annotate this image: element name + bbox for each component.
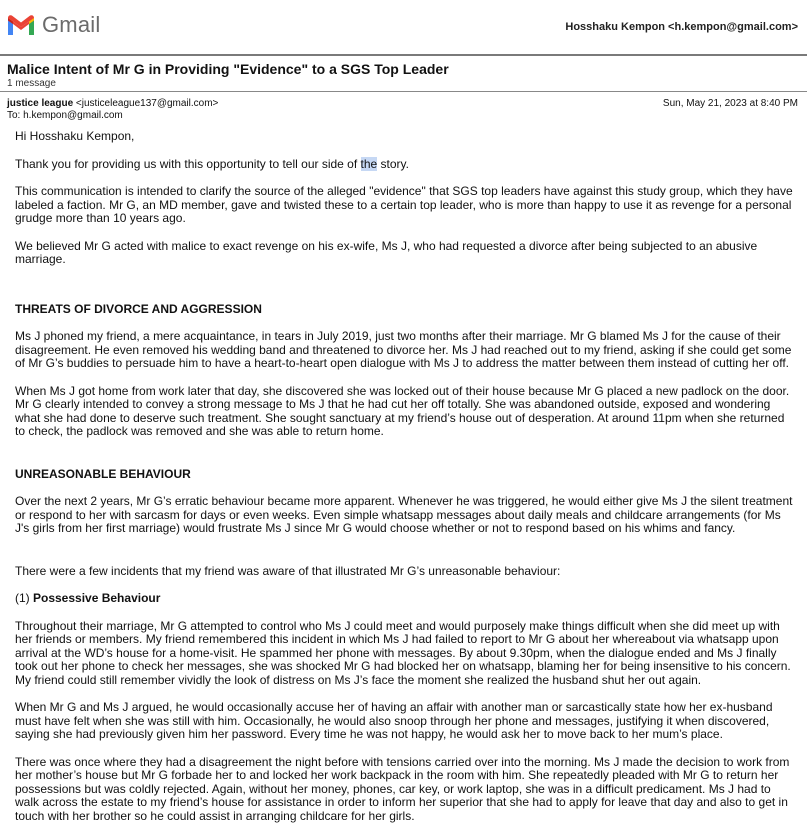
- paragraph: [15, 158, 795, 172]
- paragraph: This communication is intended to clarify the source of the alleged "evidence" that SGS top leaders have against this study group, which they have labeled a faction. Mr G, an MD member, gave and twisted these to a certain top leader, who is more than happy to use it as revenge for a personal grudge more than 10 years ago.: [15, 184, 793, 225]
- paragraph: Over the next 2 years, Mr G’s erratic behaviour became more apparent. Whenever he was triggered, he would either give Ms J the silent treatment or respond to her with sarcasm for days or even weeks. Even simple whatsapp messages about daily meals and childcare arrangements (for Ms J's girls from her first marriage) would frustrate Ms J since Mr G would choose whether or not to respond based on his whims and fancy.: [15, 494, 793, 535]
- paragraph: Ms J phoned my friend, a mere acquaintance, in tears in July 2019, just two months after their marriage. Mr G blamed Ms J for the cause of their disagreement. He even removed his wedding band and threatened to divorce her. Ms J had reached out to my friend, asking if she could get some of Mr G’s buddies to persuade him to have a heart-to-heart open dialogue with Ms J to address the matter between them instead of cutting her off.: [15, 329, 792, 370]
- item-title: Possessive Behaviour: [33, 591, 161, 605]
- sender-email[interactable]: <justiceleague137@gmail.com>: [75, 98, 219, 109]
- header-bar: [0, 0, 807, 54]
- message-count: 1 message: [7, 78, 56, 89]
- recipient-line: To: h.kempon@gmail.com: [7, 110, 123, 121]
- spacer: [15, 453, 795, 468]
- spacer: [15, 281, 795, 303]
- email-subject: Malice Intent of Mr G in Providing "Evidence" to a SGS Top Leader: [7, 61, 449, 77]
- subject-divider: [0, 91, 807, 92]
- paragraph: When Ms J got home from work later that day, she discovered she was locked out of their house because Mr G placed a new padlock on the door. Mr G clearly intended to convey a strong message to Ms J that he had cut her off totally. She was abandoned outside, exposed and wondering what she had done to deserve such treatment. She sought sanctuary at my friend’s house out of desperation. At around 11pm when she returned to check, the padlock was removed and she was able to return home.: [15, 383, 790, 438]
- spacer: [15, 550, 795, 565]
- sender-name: justice league: [7, 98, 74, 109]
- paragraph: There were a few incidents that my friend was aware of that illustrated Mr G’s unreasonable behaviour:: [15, 563, 561, 578]
- text-segment: story.: [377, 156, 409, 171]
- section-heading: UNREASONABLE BEHAVIOUR: [15, 466, 191, 481]
- paragraph: Throughout their marriage, Mr G attempted to control who Ms J could meet and would purposely make things difficult when she did meet up with her friends or members. My friend remembered this incident in which Ms J had failed to report to Mr G about her whereabout via whatsapp upon arrival at the WD’s house for a home-visit. He spammed her phone with messages. By about 9.30pm, when the dialogue ended and Ms J finally took out her phone to check her messages, she was shocked Mr G had blocked her on whatsapp, blaming her for being insensitive to his concern. My friend could still remember vividly the look of distress on Ms J’s face the moment she realized the husband shut her out again.: [15, 618, 791, 687]
- gmail-wordmark: Gmail: [42, 12, 101, 37]
- item-number: (1): [15, 591, 33, 605]
- account-identity: Hosshaku Kempon <h.kempon@gmail.com>: [565, 21, 798, 33]
- selected-text[interactable]: the: [360, 156, 378, 171]
- sent-date: Sun, May 21, 2023 at 8:40 PM: [662, 98, 798, 109]
- header-divider: [0, 54, 807, 56]
- sender-line: [7, 98, 218, 109]
- paragraph: When Mr G and Ms J argued, he would occasionally accuse her of having an affair with another man or sarcastically state how her ex-husband must have felt when she was still with him. Occasionally, he would also snoop through her phone and messages, justifying it when discovered, saying she had previously given him her password. Every time he was not happy, he would ask her to move back to her mum’s place.: [15, 700, 773, 741]
- email-body: [15, 130, 795, 837]
- gmail-m-icon: [6, 13, 36, 37]
- paragraph: We believed Mr G acted with malice to exact revenge on his ex-wife, Ms J, who had requested a divorce after being subjected to an abusive marriage.: [15, 238, 758, 266]
- gmail-logo[interactable]: [6, 12, 100, 38]
- section-heading: THREATS OF DIVORCE AND AGGRESSION: [15, 301, 262, 316]
- numbered-heading: [15, 592, 795, 606]
- greeting: Hi Hosshaku Kempon,: [15, 129, 135, 143]
- paragraph: There was once where they had a disagreement the night before with tensions carried over into the morning. Ms J made the decision to work from her mother’s house but Mr G forbade her to and locked her work backpack in the room with him. She repeatedly pleaded with Mr G to return her possessions but was coldly rejected. Again, without her money, phones, car key, or work laptop, she was in a difficult predicament. Ms J had to walk across the estate to my friend’s house for assistance in order to inform her superior that she had to apply for leave that day and also to get in touch with her brother so he could assist in arranging childcare for her girls.: [15, 754, 790, 823]
- text-segment: Thank you for providing us with this opportunity to tell our side of: [15, 156, 361, 171]
